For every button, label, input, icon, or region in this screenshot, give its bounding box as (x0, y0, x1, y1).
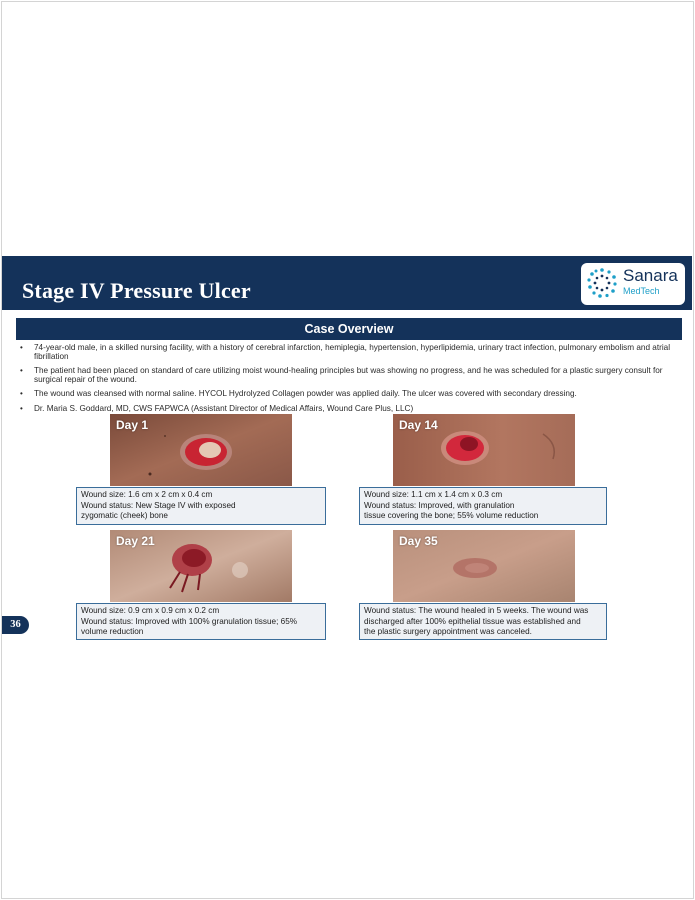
caption-line: Wound status: Improved, with granulation (364, 500, 515, 510)
caption-line: discharged after 100% epithelial tissue was established and (364, 616, 581, 626)
sanara-logo-icon (585, 266, 619, 300)
caption-line: tissue covering the bone; 55% volume reduction (364, 511, 539, 520)
caption-line: Wound status: New Stage IV with exposed (81, 500, 236, 510)
caption-day-21 (76, 603, 326, 640)
logo-subtitle: MedTech (623, 286, 660, 296)
case-bullets (20, 344, 680, 420)
caption-day-1 (76, 487, 326, 525)
wound-photo-day-14 (393, 414, 575, 486)
day-label: Day 14 (399, 418, 438, 432)
bullet-item: • The wound was cleansed with normal saline. HYCOL Hydrolyzed Collagen powder was applied daily. The ulcer was covered with secondary dressing. (20, 390, 680, 399)
wound-photo-day-35 (393, 530, 575, 602)
section-heading: Case Overview (16, 318, 682, 340)
day-label: Day 1 (116, 418, 149, 432)
caption-line: zygomatic (cheek) bone (81, 511, 168, 520)
page-number: 36 (2, 616, 29, 634)
day-label: Day 35 (399, 534, 438, 548)
caption-day-35 (359, 603, 607, 640)
bullet-item: • 74-year-old male, in a skilled nursing facility, with a history of cerebral infarction, hemiplegia, hypertension, hyperlipidemia, urinary tract infection, pulmonary embolism and atrial fibrillation (20, 344, 680, 361)
logo-name: Sanara (623, 266, 678, 285)
day-label: Day 21 (116, 534, 155, 548)
caption-line: Wound status: Improved with 100% granulation tissue; 65% (81, 616, 298, 626)
bullet-item: • Dr. Maria S. Goddard, MD, CWS FAPWCA (Assistant Director of Medical Affairs, Wound Care Plus, LLC) (20, 405, 680, 414)
caption-line: volume reduction (81, 627, 144, 636)
bullet-item: • The patient had been placed on standard of care utilizing moist wound-healing principles but was showing no progress, and he was scheduled for a plastic surgery consult for surgical repair of the wound. (20, 367, 680, 384)
caption-line: Wound status: The wound healed in 5 weeks. The wound was (364, 606, 589, 615)
caption-line: the plastic surgery appointment was canceled. (364, 627, 532, 636)
wound-photo-day-1 (110, 414, 292, 486)
caption-line: Wound size: 0.9 cm x 0.9 cm x 0.2 cm (81, 606, 220, 615)
wound-photo-day-21 (110, 530, 292, 602)
caption-day-14 (359, 487, 607, 525)
slide-title: Stage IV Pressure Ulcer (22, 278, 251, 303)
caption-line: Wound size: 1.1 cm x 1.4 cm x 0.3 cm (364, 490, 503, 499)
caption-line: Wound size: 1.6 cm x 2 cm x 0.4 cm (81, 490, 213, 499)
page-frame (1, 1, 694, 899)
